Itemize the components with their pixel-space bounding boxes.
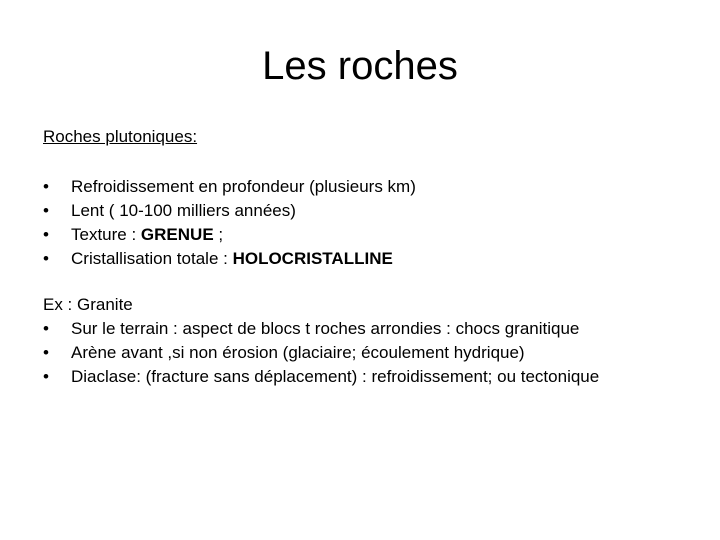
bullet-icon: • — [43, 177, 49, 196]
list-item — [43, 223, 683, 247]
list-item-text: Refroidissement en profondeur (plusieurs km) — [71, 177, 416, 196]
list-item — [43, 175, 683, 199]
example-list — [43, 318, 683, 390]
bullet-icon: • — [43, 201, 49, 220]
bullet-icon: • — [43, 249, 49, 268]
bullet-icon: • — [43, 319, 49, 338]
list-item-text: Diaclase: (fracture sans déplacement) : refroidissement; ou tectonique — [71, 367, 600, 386]
list-item — [43, 247, 683, 271]
section-heading: Roches plutoniques: — [43, 127, 198, 146]
example-heading: Ex : Granite — [43, 295, 133, 314]
list-item — [43, 318, 683, 340]
list-item — [43, 342, 683, 364]
list-item-prefix: Cristallisation totale : — [71, 249, 233, 268]
list-item-text: Lent ( 10-100 milliers années) — [71, 201, 296, 220]
list-item-text: Arène avant ,si non érosion (glaciaire; écoulement hydrique) — [71, 343, 525, 362]
list-item-bold: GRENUE — [140, 225, 214, 244]
list-item-suffix: ; — [213, 225, 224, 244]
bullet-icon: • — [43, 367, 49, 386]
list-item-bold: HOLOCRISTALLINE — [232, 249, 393, 268]
properties-list — [43, 175, 683, 271]
bullet-icon: • — [43, 343, 49, 362]
list-item — [43, 366, 683, 388]
slide-title: Les roches — [262, 44, 458, 88]
list-item — [43, 199, 683, 223]
list-item-prefix: Texture : — [71, 225, 141, 244]
list-item-text: Sur le terrain : aspect de blocs t roches arrondies : chocs granitique — [71, 319, 580, 338]
bullet-icon: • — [43, 225, 49, 244]
